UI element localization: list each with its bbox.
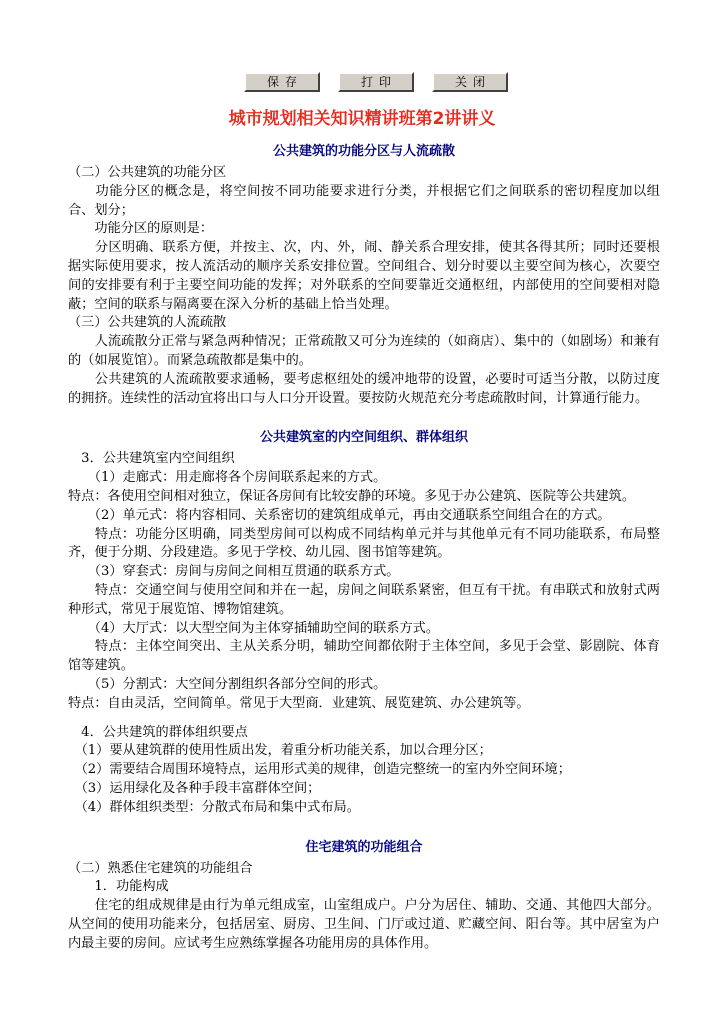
spacer bbox=[68, 714, 660, 724]
toolbar bbox=[244, 72, 508, 92]
paragraph: 4．公共建筑的群体组织要点 bbox=[68, 724, 248, 740]
paragraph: （4）大厅式：以大型空间为主体穿插辅助空间的联系方式。 bbox=[68, 620, 440, 636]
paragraph: （4）群体组织类型：分散式布局和集中式布局。 bbox=[68, 799, 360, 815]
paragraph: 3．公共建筑室内空间组织 bbox=[68, 451, 235, 467]
paragraph: （三）公共建筑的人流疏散 bbox=[68, 315, 227, 331]
close-button[interactable]: 关闭 bbox=[432, 72, 508, 92]
paragraph: （二）公共建筑的功能分区 bbox=[68, 165, 227, 180]
paragraph: 特点：功能分区明确，同类型房间可以构成不同结构单元并与其他单元有不同功能联系，布局整齐，便于分期、分段建造。多见于学校、幼儿园、图书馆等建筑。 bbox=[68, 526, 660, 561]
paragraph: （3）穿套式：房间与房间之间相互贯通的联系方式。 bbox=[68, 564, 400, 580]
paragraph: （1）要从建筑群的使用性质出发，着重分析功能关系，加以合理分区； bbox=[68, 743, 492, 759]
paragraph: 住宅的组成规律是由行为单元组成室，山室组成户。户分为居住、辅助、交通、其他四大部分。从空间的使用功能来分，包括居室、厨房、卫生间、门厅或过道、贮藏空间、阳台等。其中居室为户内最主要的房间。应试考生应熟练掌握各功能用房的具体作用。 bbox=[68, 898, 660, 951]
paragraph: （5）分割式：大空间分割组织各部分空间的形式。 bbox=[68, 676, 387, 692]
paragraph: （2）单元式：将内容相同、关系密切的建筑组成单元，再由交通联系空间组合在的方式。 bbox=[68, 507, 611, 523]
paragraph: 功能分区的原则是： bbox=[68, 221, 214, 237]
paragraph: 特点：交通空间与使用空间和并在一起，房间之间联系紧密，但互有干扰。有串联式和放射式两种形式，常见于展览馆、博物馆建筑。 bbox=[68, 582, 660, 617]
paragraph: 人流疏散分正常与紧急两种情况；正常疏散又可分为连续的（如商店）、集中的（如剧场）和兼有的（如展览馆）。而紧急疏散都是集中的。 bbox=[68, 334, 660, 368]
paragraph: 特点：自由灵活，空间简单。常见于大型商．业建筑、展览建筑、办公建筑等。 bbox=[68, 695, 530, 711]
paragraph: 分区明确、联系方便，并按主、次，内、外，闹、静关系合理安排，使其各得其所；同时还要根据实际使用要求，按人流活动的顺序关系安排位置。空间组合、划分时要以主要空间为核心，次要空间的安排要有利于主要空间功能的发挥；对外联系的空间要靠近交通枢纽，内部使用的空间要相对隐蔽；空间的联系与隔离要在深入分析的基础上恰当处理。 bbox=[68, 240, 660, 312]
spacer bbox=[68, 818, 660, 836]
document-body bbox=[68, 140, 660, 953]
section-title: 住宅建筑的功能组合 bbox=[305, 839, 423, 855]
paragraph: （3）运用绿化及各种手段丰富群体空间； bbox=[68, 780, 321, 796]
save-button[interactable]: 保存 bbox=[244, 72, 320, 92]
paragraph: 特点：主体空间突出、主从关系分明，辅助空间都依附于主体空间，多见于会堂、影剧院、体育馆等建筑。 bbox=[68, 639, 660, 674]
paragraph: （1）走廊式：用走廊将各个房间联系起来的方式。 bbox=[68, 470, 387, 486]
paragraph: 特点：各使用空间相对独立，保证各房间有比较安静的环境。多见于办公建筑、医院等公共建筑。 bbox=[68, 488, 636, 504]
spacer bbox=[68, 408, 660, 426]
section-title: 公共建筑的功能分区与人流疏散 bbox=[272, 144, 455, 159]
paragraph: 功能分区的概念是，将空间按不同功能要求进行分类，并根据它们之间联系的密切程度加以组合、划分； bbox=[68, 183, 660, 218]
print-button[interactable]: 打印 bbox=[338, 72, 414, 92]
paragraph: （二）熟悉住宅建筑的功能组合 bbox=[68, 860, 253, 876]
paragraph: 公共建筑的人流疏散要求通畅，要考虑枢纽处的缓冲地带的设置，必要时可适当分散，以防过度的拥挤。连续性的活动宜将出口与人口分开设置。要按防火规范充分考虑疏散时间，计算通行能力。 bbox=[68, 371, 660, 406]
paragraph: 1．功能构成 bbox=[68, 879, 169, 895]
section-title: 公共建筑室的内空间组织、群体组织 bbox=[259, 430, 468, 446]
paragraph: （2）需要结合周围环境特点，运用形式美的规律，创造完整统一的室内外空间环境； bbox=[68, 762, 571, 778]
document-title: 城市规划相关知识精讲班第2讲讲义 bbox=[228, 109, 496, 129]
